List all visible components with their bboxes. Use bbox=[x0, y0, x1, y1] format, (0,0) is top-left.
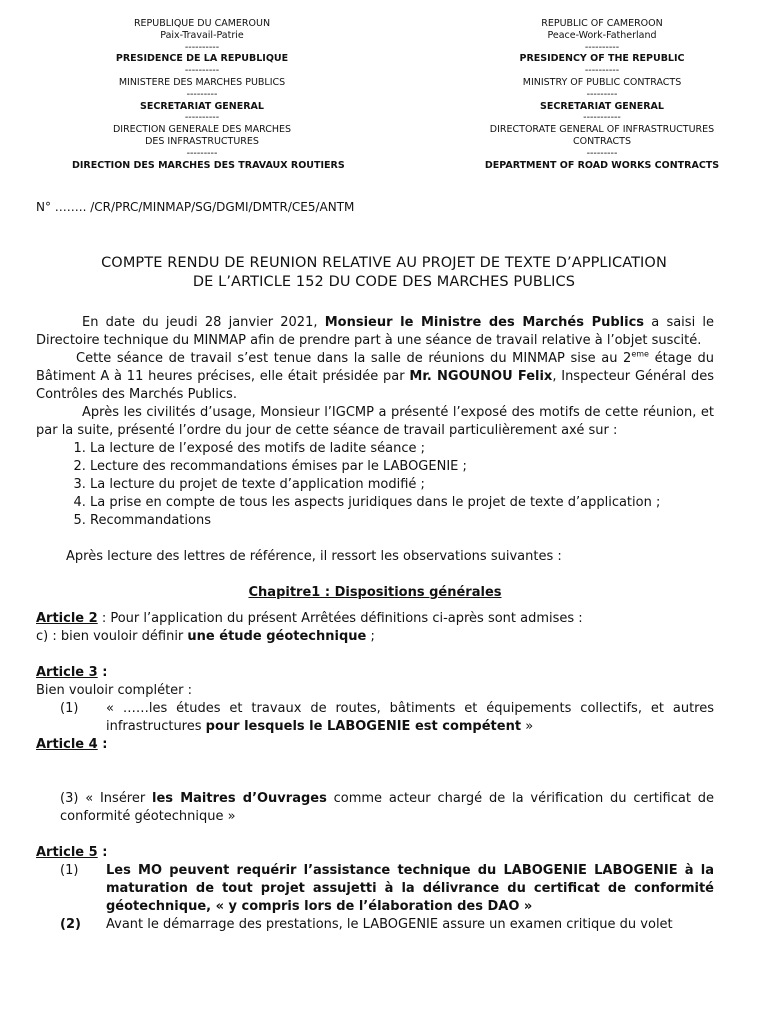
agenda-item: 3. La lecture du projet de texte d’application modifié ; bbox=[90, 476, 714, 494]
para-text: Cette séance de travail s’est tenue dans la salle de réunions du MINMAP sise au 2 bbox=[76, 351, 632, 366]
agenda-item: 5. Recommandations bbox=[90, 512, 714, 530]
paragraph-intro bbox=[36, 314, 714, 350]
header-separator: ---------- bbox=[184, 41, 220, 53]
para-text: comme acteur chargé de la vérification du certificat de conformité géotechnique » bbox=[60, 791, 714, 824]
para-bold: Mr. NGOUNOU Felix bbox=[409, 369, 553, 384]
para-text: (3) « Insérer bbox=[60, 791, 153, 806]
header-motto: Peace-Work-Fatherland bbox=[547, 29, 657, 41]
article-2-title: Article 2 bbox=[36, 611, 98, 626]
item-number: (1) bbox=[60, 863, 79, 878]
header-right-block bbox=[472, 18, 732, 171]
para-text: ; bbox=[366, 629, 375, 644]
document-body bbox=[36, 314, 714, 934]
document-title bbox=[20, 254, 748, 292]
header-separator: --------- bbox=[586, 147, 618, 159]
header-presidency: PRESIDENCY OF THE REPUBLIC bbox=[519, 53, 685, 65]
item-number: (1) bbox=[60, 701, 79, 716]
article-2-line-c bbox=[36, 628, 714, 646]
para-text: , Inspecteur Général des Contrôles des Marchés Publics. bbox=[36, 369, 714, 402]
article-5-item-1 bbox=[36, 862, 714, 916]
header-secretariat: SECRETARIAT GENERAL bbox=[540, 100, 664, 112]
paragraph-agenda-intro: Après les civilités d’usage, Monsieur l’IGCMP a présenté l’exposé des motifs de cette réunion, et par la suite, présenté l’ordre du jour de cette séance de travail particulièrement axé sur : bbox=[36, 405, 714, 438]
paragraph-observations: Après lecture des lettres de référence, il ressort les observations suivantes : bbox=[66, 549, 562, 564]
header-separator: ---------- bbox=[184, 112, 220, 124]
title-line-1: COMPTE RENDU DE REUNION RELATIVE AU PROJET DE TEXTE D’APPLICATION bbox=[101, 255, 667, 271]
header-ministry: MINISTERE DES MARCHES PUBLICS bbox=[118, 76, 286, 88]
item-text: Les MO peuvent requérir l’assistance technique du LABOGENIE LABOGENIE à la maturation de tout projet assujetti à la délivrance du certificat de conformité géotechnique, « y compris lors de l’élaboration des DAO » bbox=[106, 863, 714, 914]
header-separator: --------- bbox=[186, 88, 218, 100]
para-text: En date du jeudi 28 janvier 2021, bbox=[82, 315, 325, 330]
article-3-title: Article 3 bbox=[36, 665, 98, 680]
article-5-title: Article 5 bbox=[36, 845, 98, 860]
header-separator: ----------- bbox=[583, 112, 621, 124]
header-separator: --------- bbox=[586, 88, 618, 100]
header-secretariat: SECRETARIAT GENERAL bbox=[140, 100, 264, 112]
header-presidency: PRESIDENCE DE LA REPUBLIQUE bbox=[115, 53, 289, 65]
article-3-item bbox=[36, 700, 714, 736]
header-ministry: MINISTRY OF PUBLIC CONTRACTS bbox=[522, 76, 682, 88]
article-5-item-2 bbox=[36, 916, 714, 934]
article-2-text: : Pour l’application du présent Arrêtées définitions ci-après sont admises : bbox=[97, 611, 583, 626]
para-text: étage du Bâtiment A à 11 heures précises, elle était présidée par bbox=[36, 351, 714, 384]
header-department: DEPARTMENT OF ROAD WORKS CONTRACTS bbox=[484, 159, 720, 171]
para-text: » bbox=[521, 719, 534, 734]
header-separator: ---------- bbox=[584, 65, 620, 77]
para-bold: les Maitres d’Ouvrages bbox=[152, 791, 327, 806]
agenda-item: 1. La lecture de l’exposé des motifs de ladite séance ; bbox=[90, 440, 714, 458]
header-country: REPUBLIC OF CAMEROON bbox=[541, 18, 663, 29]
header-separator: ---------- bbox=[584, 41, 620, 53]
superscript: eme bbox=[631, 349, 649, 359]
title-line-2: DE L’ARTICLE 152 DU CODE DES MARCHES PUBLICS bbox=[192, 274, 576, 290]
paragraph-meeting bbox=[36, 350, 714, 404]
chapter-heading: Chapitre1 : Dispositions générales bbox=[248, 585, 502, 600]
article-4-item bbox=[36, 790, 714, 826]
article-2 bbox=[36, 610, 714, 628]
item-number: (2) bbox=[60, 917, 81, 932]
header-separator: ---------- bbox=[184, 65, 220, 77]
article-colon: : bbox=[97, 737, 108, 752]
header-department: DIRECTION DES MARCHES DES TRAVAUX ROUTIERS bbox=[72, 159, 345, 171]
article-4 bbox=[36, 736, 714, 754]
article-3 bbox=[36, 664, 714, 682]
agenda-item: 2. Lecture des recommandations émises par le LABOGENIE ; bbox=[90, 458, 714, 476]
item-text bbox=[106, 700, 714, 736]
header-separator: --------- bbox=[186, 147, 218, 159]
header-direction-general-cont: CONTRACTS bbox=[572, 135, 632, 147]
header-direction-general: DIRECTORATE GENERAL OF INFRASTRUCTURES bbox=[489, 124, 715, 136]
para-bold: une étude géotechnique bbox=[187, 629, 367, 644]
header-left-block bbox=[72, 18, 345, 171]
article-colon: : bbox=[97, 665, 108, 680]
header-direction-general-cont: DES INFRASTRUCTURES bbox=[145, 135, 259, 147]
agenda-item: 4. La prise en compte de tous les aspects juridiques dans le projet de texte d’application ; bbox=[90, 494, 714, 512]
para-text: « ……les études et travaux de routes, bâtiments et équipements collectifs, et autres infrastructures bbox=[106, 701, 714, 734]
para-text: c) : bien vouloir définir bbox=[36, 629, 188, 644]
para-bold: Monsieur le Ministre des Marchés Publics bbox=[324, 315, 645, 330]
article-3-intro: Bien vouloir compléter : bbox=[36, 683, 193, 698]
header-motto: Paix-Travail-Patrie bbox=[160, 29, 244, 41]
header-country: REPUBLIQUE DU CAMEROUN bbox=[133, 18, 271, 29]
agenda-list bbox=[36, 440, 714, 530]
header-direction-general: DIRECTION GENERALE DES MARCHES bbox=[112, 124, 292, 136]
article-colon: : bbox=[97, 845, 108, 860]
para-text: a saisi le Directoire technique du MINMAP afin de prendre part à une séance de travail relative à l’objet suscité. bbox=[36, 315, 714, 348]
article-5 bbox=[36, 844, 714, 862]
article-4-title: Article 4 bbox=[36, 737, 98, 752]
para-bold: pour lesquels le LABOGENIE est compétent bbox=[205, 719, 522, 734]
item-text: Avant le démarrage des prestations, le LABOGENIE assure un examen critique du volet bbox=[106, 917, 673, 932]
document-reference: N° …….. /CR/PRC/MINMAP/SG/DGMI/DMTR/CE5/ANTM bbox=[36, 200, 355, 214]
